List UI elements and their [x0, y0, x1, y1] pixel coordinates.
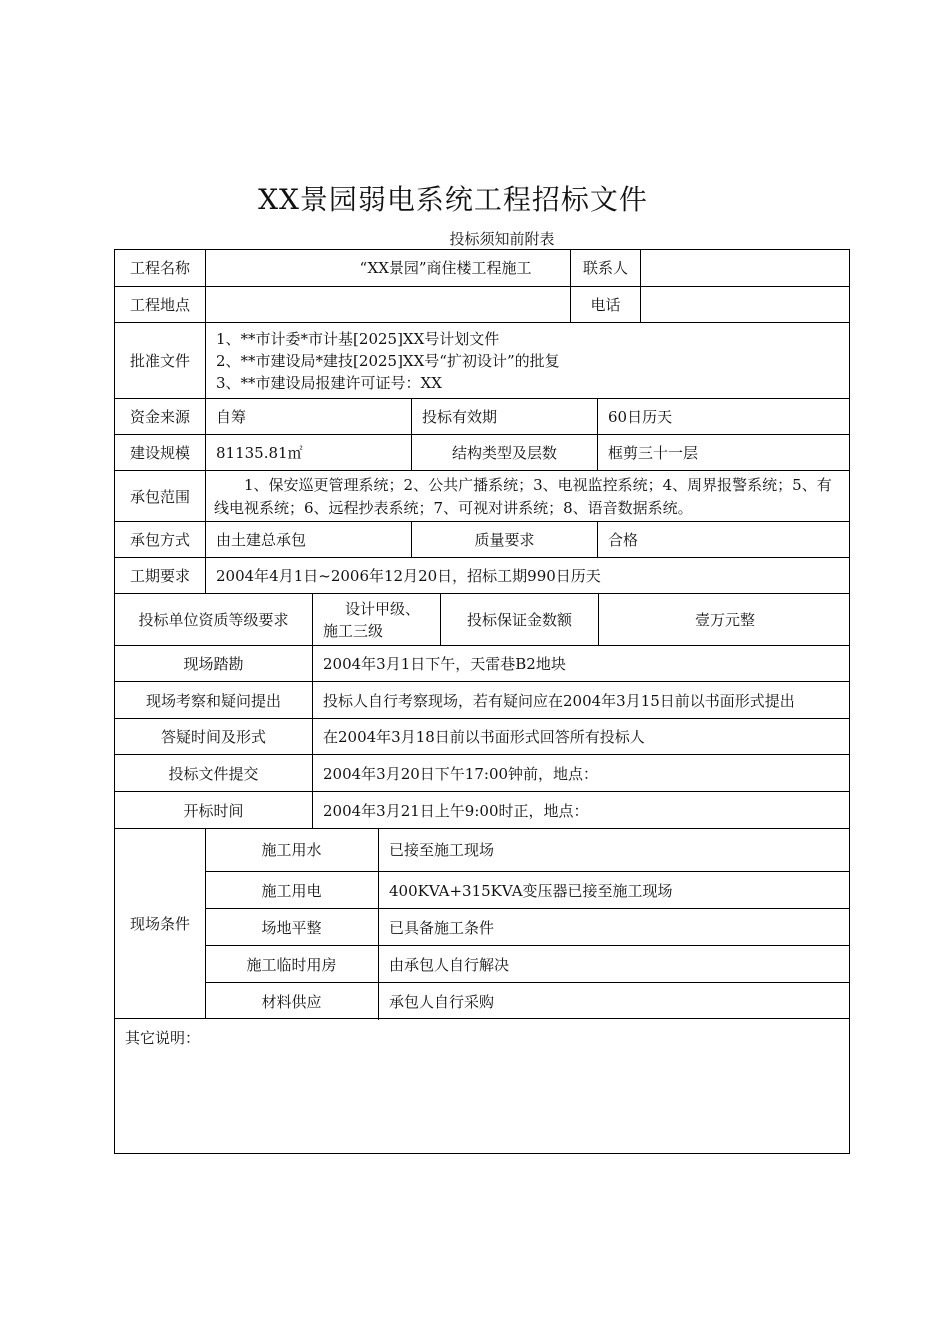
row-qualification — [115, 593, 849, 646]
value-period: 2004年4月1日~2006年12月20日，招标工期990日历天 — [205, 558, 851, 594]
label-period: 工期要求 — [129, 567, 190, 585]
condition-power-value: 400KVA+315KVA变压器已接至施工现场 — [378, 872, 851, 909]
value-project-name: “XX景园”商住楼工程施工 — [205, 250, 685, 286]
condition-temp-housing-label: 施工临时用房 — [246, 955, 337, 974]
condition-temp-housing — [205, 945, 849, 983]
approval-line-3: 3、**市建设局报建许可证号：XX — [216, 374, 442, 392]
label-remarks: 其它说明： — [125, 1029, 201, 1047]
value-bid-bond: 壹万元整 — [598, 594, 851, 646]
row-opening — [115, 791, 849, 829]
row-site-visit — [115, 645, 849, 682]
bid-info-table — [114, 249, 850, 1154]
label-funding: 资金来源 — [129, 408, 190, 426]
value-submission: 2004年3月20日下午17:00钟前，地点： — [312, 755, 851, 792]
condition-grading — [205, 908, 849, 946]
value-quality: 合格 — [597, 522, 851, 558]
row-scope — [115, 470, 849, 522]
value-phone — [640, 287, 851, 323]
qualification-line-1: 设计甲级、 — [345, 600, 421, 618]
value-structure: 框剪三十一层 — [597, 435, 851, 471]
document-title: XX景园弱电系统工程招标文件 — [258, 183, 648, 216]
value-site-visit: 2004年3月1日下午，天雷巷B2地块 — [312, 646, 851, 682]
row-period — [115, 557, 849, 594]
row-approval — [115, 322, 849, 399]
approval-line-2: 2、**市建设局*建技[2025]XX号“扩初设计”的批复 — [216, 352, 560, 370]
document-subtitle: 投标须知前附表 — [449, 230, 555, 248]
value-funding: 自筹 — [205, 399, 411, 435]
condition-grading-value: 已具备施工条件 — [378, 909, 851, 946]
value-opening: 2004年3月21日上午9:00时正，地点： — [312, 792, 851, 829]
label-approval: 批准文件 — [129, 352, 190, 370]
value-bid-validity: 60日历天 — [597, 399, 851, 435]
value-contact — [640, 250, 851, 286]
row-scale — [115, 434, 849, 471]
label-structure: 结构类型及层数 — [411, 435, 597, 471]
value-qualification — [312, 594, 440, 646]
label-qa: 答疑时间及形式 — [160, 728, 266, 746]
condition-materials — [205, 982, 849, 1020]
condition-water — [205, 829, 849, 871]
row-project-site — [115, 286, 849, 323]
label-bid-bond: 投标保证金数额 — [440, 594, 598, 646]
row-method — [115, 521, 849, 558]
row-qa — [115, 718, 849, 755]
label-opening: 开标时间 — [183, 801, 244, 820]
approval-line-1: 1、**市计委*市计基[2025]XX号计划文件 — [216, 330, 500, 348]
condition-materials-value: 承包人自行采购 — [378, 983, 851, 1020]
value-project-site — [205, 287, 570, 323]
label-method: 承包方式 — [129, 531, 190, 549]
row-remarks — [115, 1018, 849, 1156]
row-inspection — [115, 681, 849, 719]
condition-grading-label: 场地平整 — [261, 918, 322, 937]
qualification-line-2: 施工三级 — [323, 622, 384, 640]
label-inspection: 现场考察和疑问提出 — [145, 691, 281, 710]
label-phone: 电话 — [570, 287, 640, 323]
condition-materials-label: 材料供应 — [261, 992, 322, 1011]
label-site-conditions: 现场条件 — [129, 915, 190, 933]
label-quality: 质量要求 — [411, 522, 597, 558]
condition-power-label: 施工用电 — [261, 881, 322, 900]
condition-water-value: 已接至施工现场 — [378, 829, 851, 871]
value-method: 由土建总承包 — [205, 522, 411, 558]
condition-water-label: 施工用水 — [261, 841, 322, 859]
label-scale: 建设规模 — [129, 444, 190, 462]
label-qualification: 投标单位资质等级要求 — [138, 611, 289, 629]
label-submission: 投标文件提交 — [168, 764, 259, 783]
label-site-visit: 现场踏勘 — [183, 655, 244, 673]
label-bid-validity: 投标有效期 — [411, 399, 597, 435]
scope-text: 1、保安巡更管理系统；2、公共广播系统；3、电视监控系统；4、周界报警系统；5、有线电视系统；6、远程抄表系统；7、可视对讲系统；8、语音数据系统。 — [214, 475, 832, 517]
row-funding — [115, 398, 849, 435]
row-project-name — [115, 250, 849, 286]
label-scope: 承包范围 — [129, 487, 190, 506]
value-qa: 在2004年3月18日前以书面形式回答所有投标人 — [312, 719, 851, 755]
value-approval — [205, 323, 851, 399]
value-scope — [205, 471, 851, 522]
label-project-site: 工程地点 — [129, 296, 190, 314]
condition-temp-housing-value: 由承包人自行解决 — [378, 946, 851, 983]
label-contact: 联系人 — [570, 250, 640, 286]
condition-power — [205, 871, 849, 909]
label-project-name: 工程名称 — [129, 259, 190, 277]
row-submission — [115, 754, 849, 792]
value-scale: 81135.81㎡ — [205, 435, 411, 471]
value-inspection: 投标人自行考察现场，若有疑问应在2004年3月15日前以书面形式提出 — [312, 682, 851, 719]
row-site-conditions — [115, 828, 849, 1019]
